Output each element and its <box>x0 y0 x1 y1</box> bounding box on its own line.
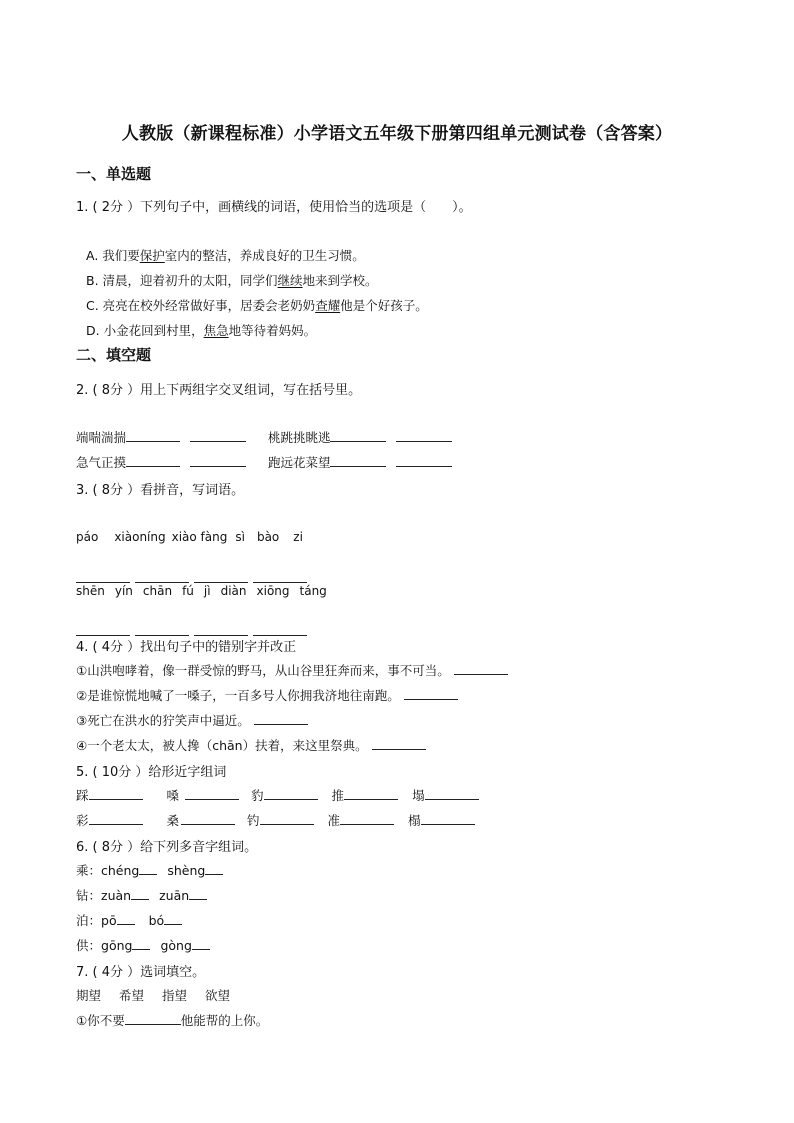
q3-pinyin-row-1 <box>76 530 313 544</box>
pinyin: xiōng <box>256 584 290 598</box>
pinyin: diàn <box>220 584 247 598</box>
char: 推 <box>331 788 345 803</box>
answer-blank[interactable] <box>189 888 207 900</box>
pinyin: jì <box>203 584 211 598</box>
q5-row-1 <box>76 786 479 804</box>
char: 豹 <box>251 788 264 803</box>
char: 塌 <box>412 788 425 803</box>
q7-word-bank <box>76 986 230 1004</box>
pinyin: sì <box>235 530 245 544</box>
answer-blank[interactable] <box>330 455 386 467</box>
section-heading-fill-blank: 二、填空题 <box>76 346 152 364</box>
option-text: C. 亮亮在校外经常做好事，居委会老奶奶 <box>86 298 316 313</box>
q6-item-4 <box>76 936 210 954</box>
q4-item-4 <box>76 736 426 754</box>
char: 泊： <box>76 913 102 928</box>
answer-blank[interactable] <box>185 788 239 800</box>
pinyin: xiào fàng <box>171 530 228 544</box>
sentence-part: ①你不要 <box>76 1013 125 1028</box>
char: 彩 <box>76 813 89 828</box>
pinyin: zi <box>293 530 303 544</box>
question-6-stem: 6. ( 8分 ）给下列多音字组词。 <box>76 840 258 855</box>
answer-blank[interactable] <box>117 913 135 925</box>
answer-blank[interactable] <box>139 863 157 875</box>
answer-blank[interactable] <box>76 581 130 583</box>
question-1-stem: 1. ( 2分 ）下列句子中，画横线的词语，使用恰当的选项是（ ）。 <box>76 200 472 215</box>
char: 乘： <box>76 863 102 878</box>
question-5-stem: 5. ( 10分 ）给形近字组词 <box>76 765 227 780</box>
answer-blank[interactable] <box>126 430 180 442</box>
pinyin: gōng <box>101 938 133 953</box>
answer-blank[interactable] <box>396 430 452 442</box>
page-title: 人教版（新课程标准）小学语文五年级下册第四组单元测试卷（含答案） <box>121 124 673 144</box>
q7-item-1 <box>76 1011 268 1029</box>
word-option: 希望 <box>119 988 145 1003</box>
answer-blank[interactable] <box>181 813 235 825</box>
answer-blank[interactable] <box>260 813 314 825</box>
option-text: 地来到学校。 <box>302 273 378 288</box>
answer-blank[interactable] <box>254 713 308 725</box>
question-2-stem: 2. ( 8分 ）用上下两组字交叉组词，写在括号里。 <box>76 383 362 398</box>
q6-item-2 <box>76 886 207 904</box>
char: 榻 <box>408 813 421 828</box>
underlined-word: 查耀 <box>315 298 341 313</box>
q4-item-2 <box>76 686 458 704</box>
sentence: ③死亡在洪水的狞笑声中逼近。 <box>76 713 250 728</box>
sentence: ①山洪咆哮着，像一群受惊的野马，从山谷里狂奔而来，事不可当。 <box>76 663 450 678</box>
pinyin: páo <box>76 530 99 544</box>
char-group: 急气正摸 <box>76 455 127 470</box>
answer-blank[interactable] <box>190 430 246 442</box>
question-7-stem: 7. ( 4分 ）选词填空。 <box>76 965 206 980</box>
answer-blank[interactable] <box>264 788 318 800</box>
char-group: 桃跳挑眺逃 <box>267 430 331 445</box>
pinyin: táng <box>299 584 327 598</box>
answer-blank[interactable] <box>421 813 475 825</box>
option-text: A. 我们要 <box>86 248 140 263</box>
char: 供： <box>76 938 102 953</box>
question-3-stem: 3. ( 8分 ）看拼音，写词语。 <box>76 483 245 498</box>
pinyin: bào <box>256 530 280 544</box>
char-group: 端喘湍揣 <box>76 430 127 445</box>
answer-blank[interactable] <box>190 455 246 467</box>
word-option: 期望 <box>76 988 102 1003</box>
sentence-part: 他能帮的上你。 <box>180 1013 269 1028</box>
pinyin: zuàn <box>101 888 132 903</box>
q5-row-2 <box>76 811 475 829</box>
answer-blank[interactable] <box>89 813 143 825</box>
pinyin: gòng <box>160 938 192 953</box>
pinyin: xiàoníng <box>114 530 166 544</box>
q3-pinyin-row-2 <box>76 584 337 598</box>
q1-option-c <box>86 296 428 314</box>
sentence: ④一个老太太，被人搀（chān）扶着，来这里祭典。 <box>76 738 368 753</box>
q4-item-1 <box>76 661 508 679</box>
answer-blank[interactable] <box>253 581 307 583</box>
q1-option-a <box>86 246 365 264</box>
pinyin: yín <box>114 584 133 598</box>
answer-blank[interactable] <box>344 788 398 800</box>
answer-blank[interactable] <box>125 1013 181 1025</box>
pinyin: pō <box>101 913 117 928</box>
underlined-word: 焦急 <box>203 323 229 338</box>
answer-blank[interactable] <box>164 913 182 925</box>
option-text: B. 清晨，迎着初升的太阳，同学们 <box>86 273 278 288</box>
answer-blank[interactable] <box>131 888 149 900</box>
pinyin: chān <box>142 584 173 598</box>
pinyin: fú <box>182 584 194 598</box>
section-heading-single-choice: 一、单选题 <box>76 165 152 183</box>
underlined-word: 保护 <box>139 248 165 263</box>
answer-blank[interactable] <box>372 738 426 750</box>
char: 桑 <box>166 813 180 828</box>
answer-blank[interactable] <box>425 788 479 800</box>
question-4-stem: 4. ( 4分 ）找出句子中的错别字并改正 <box>76 640 297 655</box>
answer-blank[interactable] <box>454 663 508 675</box>
q2-row-2 <box>76 453 452 471</box>
answer-blank[interactable] <box>396 455 452 467</box>
answer-blank[interactable] <box>126 455 180 467</box>
pinyin: bó <box>148 913 165 928</box>
char: 钓 <box>247 813 260 828</box>
char-group: 跑远花菜望 <box>267 455 331 470</box>
word-option: 指望 <box>162 988 188 1003</box>
char: 准 <box>327 813 341 828</box>
answer-blank[interactable] <box>135 581 189 583</box>
pinyin: zuān <box>159 888 190 903</box>
answer-blank[interactable] <box>194 581 248 583</box>
pinyin: shēn <box>76 584 105 598</box>
q1-option-d <box>86 321 316 339</box>
q1-option-b <box>86 271 378 289</box>
answer-blank[interactable] <box>205 863 223 875</box>
answer-blank[interactable] <box>192 938 210 950</box>
q2-row-1 <box>76 428 452 446</box>
answer-blank[interactable] <box>89 788 143 800</box>
q4-item-3 <box>76 711 308 729</box>
answer-blank[interactable] <box>340 813 394 825</box>
char: 嗓 <box>166 788 180 803</box>
option-text: 他是个好孩子。 <box>340 298 428 313</box>
char: 钻： <box>76 888 102 903</box>
option-text: 地等待着妈妈。 <box>228 323 317 338</box>
q6-item-1 <box>76 861 223 879</box>
pinyin: chéng <box>101 863 140 878</box>
answer-blank[interactable] <box>330 430 386 442</box>
answer-blank[interactable] <box>132 938 150 950</box>
underlined-word: 继续 <box>277 273 303 288</box>
char: 踩 <box>76 788 89 803</box>
option-text: 室内的整洁，养成良好的卫生习惯。 <box>164 248 365 263</box>
word-option: 欲望 <box>205 988 231 1003</box>
option-text: D. 小金花回到村里， <box>86 323 204 338</box>
sentence: ②是谁惊慌地喊了一嗓子，一百多号人你拥我济地往南跑。 <box>76 688 400 703</box>
q6-item-3 <box>76 911 182 929</box>
pinyin: shèng <box>167 863 206 878</box>
answer-blank[interactable] <box>404 688 458 700</box>
